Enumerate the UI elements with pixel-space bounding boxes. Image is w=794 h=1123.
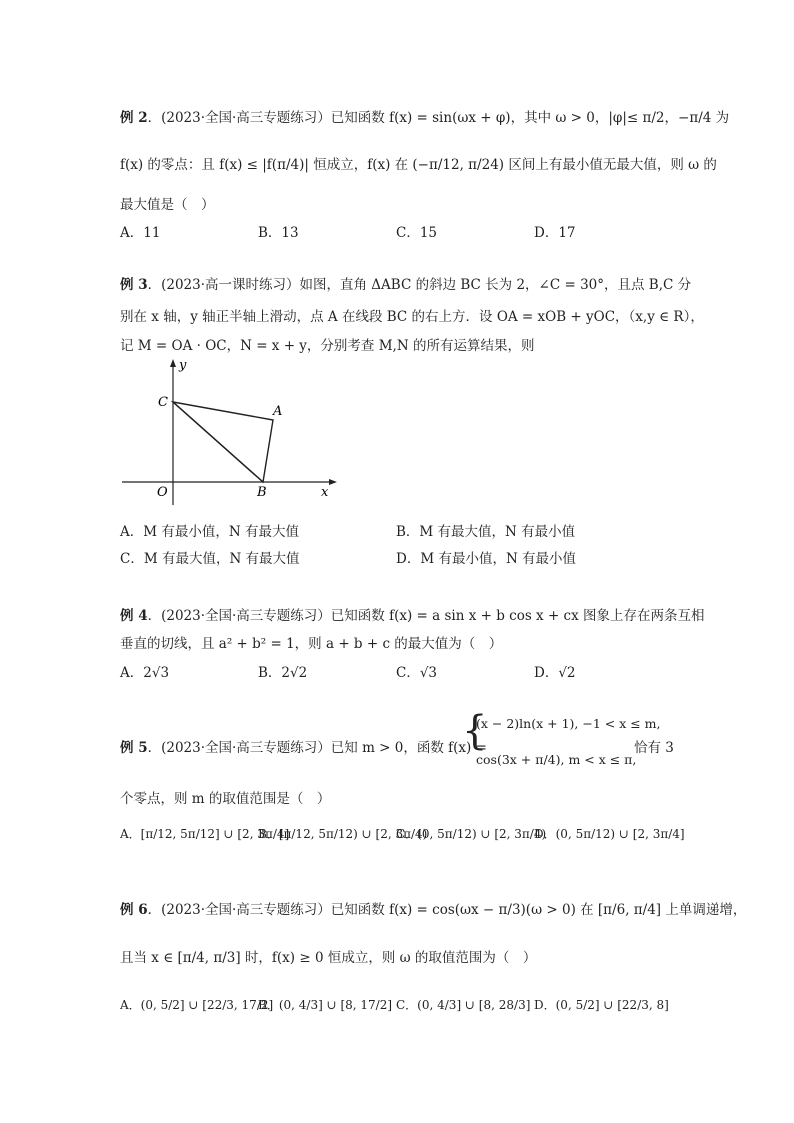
x-axis-arrow [329,479,337,485]
ex6-line2: 且当 x ∈ [π/4, π/3] 时，f(x) ≥ 0 恒成立，则 ω 的取值范围为（ ） [120,950,537,966]
ex6-option-a: A．(0, 5/2] ∪ [22/3, 17/2] [120,998,274,1012]
ex5-label: 例 5 [120,740,148,756]
ex4-option-c: C．√3 [396,665,438,681]
ex5-option-d: D．(0, 5π/12) ∪ [2, 3π/4] [534,827,685,841]
ex2-line3: 最大值是（ ） [120,197,215,213]
y-axis-arrow [170,359,176,367]
c-label: C [158,395,168,410]
ex2-line2: f(x) 的零点：且 f(x) ≤ |f(π/4)| 恒成立，f(x) 在 (−π/12, π/24) 区间上有最小值无最大值，则 ω 的 [120,157,717,173]
ex3-option-c: C．M 有最大值，N 有最大值 [120,551,300,567]
b-label: B [257,485,267,500]
ex5-text1: ．(2023·全国·高三专题练习）已知 m > 0，函数 f(x) = [147,740,487,756]
ex5-line1 [120,736,487,756]
ex4-line2: 垂直的切线，且 a² + b² = 1，则 a + b + c 的最大值为（ ） [120,636,503,652]
ex5-case1: (x − 2)ln(x + 1), −1 < x ≤ m, [476,716,661,731]
ex5-case2: cos(3x + π/4), m < x ≤ π, [476,752,637,767]
ex5-line2: 个零点，则 m 的取值范围是（ ） [120,791,331,807]
ex2-text1: ．(2023·全国·高三专题练习）已知函数 f(x) = sin(ωx + φ)，其中 ω > 0，|φ|≤ π/2，−π/4 为 [147,110,730,126]
ex5-option-b: B．[π/12, 5π/12) ∪ [2, 3π/4) [258,827,428,841]
ex2-option-c: C．15 [396,225,438,241]
ex2-option-d: D．17 [534,225,576,241]
ex5-tail: 恰有 3 [634,740,674,756]
triangle-abc [173,402,273,482]
ex6-option-b: B．(0, 4/3] ∪ [8, 17/2] [258,998,393,1012]
ex4-option-d: D．√2 [534,665,576,681]
ex4-option-b: B．2√2 [258,665,308,681]
ex3-line1 [120,273,691,293]
ex3-line3: 记 M = OA · OC，N = x + y，分别考查 M,N 的所有运算结果，则 [120,338,535,354]
ex3-text1: ．(2023·高一课时练习）如图，直角 ΔABC 的斜边 BC 长为 2，∠C = 30°，且点 B,C 分 [147,277,692,293]
ex3-option-b: B．M 有最大值，N 有最小值 [396,524,576,540]
o-label: O [157,485,168,500]
ex2-label: 例 2 [120,110,148,126]
segment-bc [173,402,263,482]
ex4-text1: ．(2023·全国·高三专题练习）已知函数 f(x) = a sin x + b cos x + cx 图象上存在两条互相 [147,608,705,624]
ex6-option-d: D．(0, 5/2] ∪ [22/3, 8] [534,998,669,1012]
ex6-option-c: C．(0, 4/3] ∪ [8, 28/3] [396,998,531,1012]
ex4-option-a: A．2√3 [120,665,170,681]
ex2-option-b: B．13 [258,225,299,241]
ex6-label: 例 6 [120,902,148,918]
ex3-line2: 别在 x 轴，y 轴正半轴上滑动，点 A 在线段 BC 的右上方．设 OA = xOB + yOC，（x,y ∈ R）， [120,309,704,325]
y-label: y [179,358,187,373]
x-label: x [321,485,329,500]
ex4-label: 例 4 [120,608,148,624]
ex3-option-a: A．M 有最小值，N 有最大值 [120,524,299,540]
ex2-option-a: A．11 [120,225,161,241]
ex2-line1 [120,106,729,126]
ex6-line1 [120,898,746,918]
ex4-line1 [120,604,705,624]
ex6-text1: ．(2023·全国·高三专题练习）已知函数 f(x) = cos(ωx − π/3)(ω > 0) 在 [π/6, π/4] 上单调递增， [147,902,747,918]
ex3-label: 例 3 [120,277,148,293]
ex5-brace: { [462,708,488,754]
a-label: A [273,404,283,419]
ex3-option-d: D．M 有最小值，N 有最小值 [396,551,577,567]
ex5-option-a: A．[π/12, 5π/12] ∪ [2, 3π/4] [120,827,290,841]
triangle-figure [115,355,345,510]
ex5-option-c: C．(0, 5π/12) ∪ [2, 3π/4) [396,827,547,841]
